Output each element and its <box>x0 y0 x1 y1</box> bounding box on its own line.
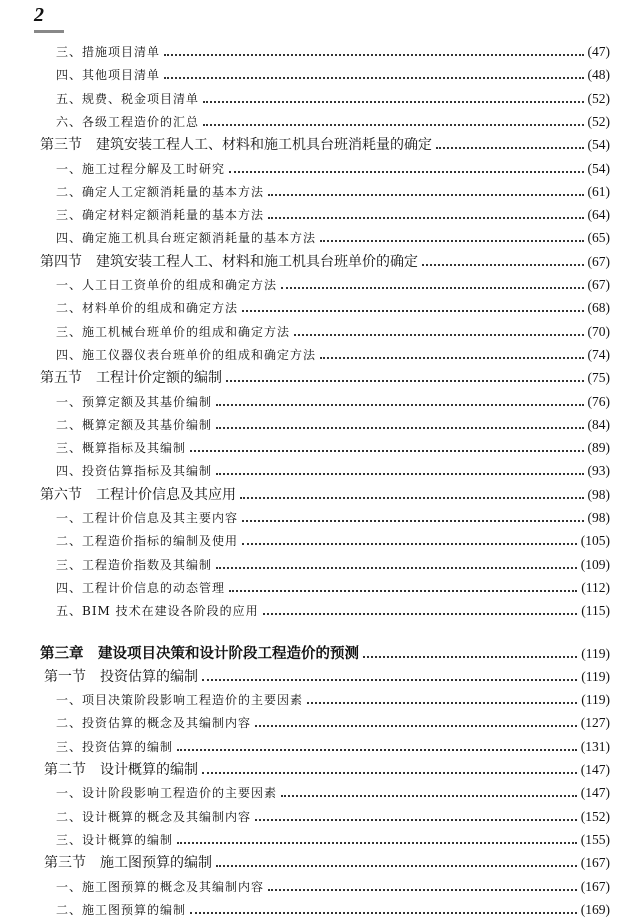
toc-entry-page: (54) <box>587 160 610 176</box>
toc-item <box>0 551 640 573</box>
toc-entry-title: 第五节 工程计价定额的编制 <box>40 370 222 387</box>
toc-entry-title: 二、工程造价指标的编制及使用 <box>56 534 239 549</box>
toc-entry-page: (61) <box>587 183 610 199</box>
toc-entry-title: 一、项目决策阶段影响工程造价的主要因素 <box>56 693 304 708</box>
toc-entry-title: 二、施工图预算的编制 <box>56 902 187 917</box>
toc-item <box>0 85 640 107</box>
dot-leader <box>190 450 583 452</box>
toc-entry-title: 三、投资估算的编制 <box>56 739 174 754</box>
dot-leader <box>242 520 583 522</box>
toc-entry-page: (75) <box>587 370 610 386</box>
toc-entry-page: (52) <box>587 113 610 129</box>
toc-entry-page: (47) <box>587 44 610 59</box>
toc-item <box>0 457 640 479</box>
toc-entry-title: 二、概算定额及其基价编制 <box>56 417 213 432</box>
dot-leader <box>255 725 577 727</box>
toc-item <box>0 826 640 848</box>
toc-item <box>0 388 640 410</box>
toc-entry-title: 四、投资估算指标及其编制 <box>56 464 213 479</box>
toc-item <box>0 597 640 619</box>
dot-leader <box>281 287 583 289</box>
toc-item <box>0 709 640 731</box>
toc-entry-title: 第三章 建设项目决策和设计阶段工程造价的预测 <box>40 644 359 662</box>
toc-item <box>0 155 640 177</box>
dot-leader <box>226 380 584 382</box>
toc-item <box>0 434 640 456</box>
dot-leader <box>242 543 577 545</box>
dot-leader <box>436 147 584 149</box>
toc-entry-page: (98) <box>587 510 610 525</box>
dot-leader <box>422 264 584 266</box>
toc-entry-page: (76) <box>587 393 610 409</box>
toc-entry-title: 四、施工仪器仪表台班单价的组成和确定方法 <box>56 347 317 362</box>
toc-item <box>0 803 640 825</box>
toc-entry-title: 四、工程计价信息的动态管理 <box>56 580 226 595</box>
dot-leader <box>294 334 583 336</box>
toc-entry-title: 第六节 工程计价信息及其应用 <box>40 486 236 503</box>
toc-item <box>0 271 640 293</box>
toc-entry-page: (105) <box>580 533 610 549</box>
toc-section <box>0 248 640 270</box>
toc-item <box>0 574 640 596</box>
toc-entry-page: (115) <box>581 603 610 619</box>
dot-leader <box>177 842 577 844</box>
dot-leader <box>255 819 577 821</box>
toc-entry-page: (64) <box>587 207 610 223</box>
toc-item <box>0 873 640 895</box>
toc-entry-page: (67) <box>587 253 610 269</box>
toc-entry-page: (147) <box>580 785 610 801</box>
toc-entry-page: (167) <box>580 855 610 871</box>
toc-item <box>0 686 640 708</box>
toc-entry-title: 三、措施项目清单 <box>56 45 161 59</box>
toc-entry-page: (65) <box>587 230 610 246</box>
toc-entry-title: 三、设计概算的编制 <box>56 832 174 847</box>
toc-entry-title: 六、各级工程造价的汇总 <box>56 114 200 129</box>
toc-entry-page: (52) <box>587 90 610 106</box>
toc-entry-title: 二、设计概算的概念及其编制内容 <box>56 809 252 824</box>
dot-leader <box>216 404 583 406</box>
dot-leader <box>203 101 583 103</box>
toc-entry-page: (155) <box>580 831 610 847</box>
toc-entry-title: 一、施工过程分解及工时研究 <box>56 161 226 176</box>
toc-item <box>0 108 640 130</box>
toc-entry-title: 一、工程计价信息及其主要内容 <box>56 511 239 525</box>
dot-leader <box>307 702 577 704</box>
dot-leader <box>268 889 577 891</box>
toc-entry-title: 五、规费、税金项目清单 <box>56 91 200 106</box>
toc-entry-title: 第四节 建筑安装工程人工、材料和施工机具台班单价的确定 <box>40 253 418 270</box>
dot-leader <box>229 171 583 173</box>
toc-entry-title: 一、预算定额及其基价编制 <box>56 394 213 409</box>
toc-entry-page: (74) <box>587 346 610 362</box>
toc-entry-title: 第二节 设计概算的编制 <box>44 762 198 778</box>
dot-leader <box>281 795 577 797</box>
toc-chapter <box>0 640 640 662</box>
toc-entry-page: (119) <box>581 645 610 661</box>
toc-entry-title: 二、材料单价的组成和确定方法 <box>56 301 239 316</box>
dot-leader <box>216 567 577 569</box>
toc-entry-title: 第一节 投资估算的编制 <box>44 668 198 685</box>
toc-entry-page: (152) <box>580 808 610 824</box>
dot-leader <box>229 590 577 592</box>
toc-section <box>0 364 640 386</box>
toc-item <box>0 224 640 246</box>
toc-section <box>0 756 640 778</box>
toc-entry-title: 五、BIM 技术在建设各阶段的应用 <box>56 604 259 619</box>
dot-leader <box>363 656 577 658</box>
dot-leader <box>164 77 583 79</box>
dot-leader <box>240 497 584 499</box>
dot-leader <box>202 679 577 681</box>
toc-entry-page: (127) <box>580 715 610 731</box>
dot-leader <box>216 427 583 429</box>
page-number-underline <box>34 30 64 33</box>
dot-leader <box>164 54 583 56</box>
toc-entry-title: 三、施工机械台班单价的组成和确定方法 <box>56 324 291 339</box>
toc-section <box>0 131 640 153</box>
toc-entry-title: 三、确定材料定额消耗量的基本方法 <box>56 208 265 223</box>
toc-item <box>0 38 640 60</box>
dot-leader <box>320 240 583 242</box>
toc-entry-page: (109) <box>580 556 610 572</box>
toc-entry-page: (169) <box>580 901 610 917</box>
toc-item <box>0 733 640 755</box>
toc-entry-title: 三、概算指标及其编制 <box>56 441 187 456</box>
toc-entry-title: 三、工程造价指数及其编制 <box>56 557 213 572</box>
dot-leader <box>320 357 583 359</box>
dot-leader <box>268 217 583 219</box>
toc-entry-title: 二、确定人工定额消耗量的基本方法 <box>56 184 265 199</box>
toc-entry-title: 二、投资估算的概念及其编制内容 <box>56 716 252 731</box>
toc-item <box>0 318 640 340</box>
toc-entry-page: (147) <box>580 762 610 777</box>
toc-entry-title: 一、设计阶段影响工程造价的主要因素 <box>56 786 278 801</box>
dot-leader <box>190 912 577 914</box>
toc-section <box>0 481 640 503</box>
dot-leader <box>242 310 583 312</box>
toc-item <box>0 779 640 801</box>
toc-entry-page: (54) <box>587 137 610 153</box>
toc-entry-title: 第三节 施工图预算的编制 <box>44 855 212 872</box>
toc-item <box>0 896 640 918</box>
toc-entry-title: 四、确定施工机具台班定额消耗量的基本方法 <box>56 231 317 246</box>
toc-item <box>0 411 640 433</box>
toc-entry-page: (119) <box>581 692 610 708</box>
toc-item <box>0 294 640 316</box>
toc-entry-page: (119) <box>581 668 610 684</box>
toc-entry-title: 一、人工日工资单价的组成和确定方法 <box>56 278 278 292</box>
toc-entry-title: 四、其他项目清单 <box>56 68 161 83</box>
toc-item <box>0 201 640 223</box>
toc-entry-page: (112) <box>581 579 610 595</box>
toc-entry-page: (131) <box>580 738 610 754</box>
toc-section <box>0 849 640 871</box>
toc-item <box>0 178 640 200</box>
toc-entry-page: (93) <box>587 463 610 479</box>
toc-section <box>0 663 640 685</box>
toc-entry-page: (48) <box>587 67 610 83</box>
toc-entry-page: (89) <box>587 440 610 456</box>
toc-entry-page: (167) <box>580 878 610 894</box>
toc-entry-page: (84) <box>587 416 610 432</box>
toc-item <box>0 341 640 363</box>
toc-item <box>0 527 640 549</box>
dot-leader <box>203 124 583 126</box>
toc-item <box>0 61 640 83</box>
toc-entry-title: 第三节 建筑安装工程人工、材料和施工机具台班消耗量的确定 <box>40 137 432 154</box>
dot-leader <box>216 865 577 867</box>
dot-leader <box>202 772 577 774</box>
dot-leader <box>268 194 583 196</box>
dot-leader <box>177 749 577 751</box>
page-number: 2 <box>34 4 44 26</box>
toc-item <box>0 504 640 526</box>
toc-entry-page: (67) <box>587 277 610 292</box>
dot-leader <box>216 473 583 475</box>
toc-entry-page: (68) <box>587 300 610 316</box>
toc-entry-title: 一、施工图预算的概念及其编制内容 <box>56 879 265 894</box>
toc-entry-page: (70) <box>587 323 610 339</box>
toc-entry-page: (98) <box>587 486 610 502</box>
dot-leader <box>263 613 578 615</box>
